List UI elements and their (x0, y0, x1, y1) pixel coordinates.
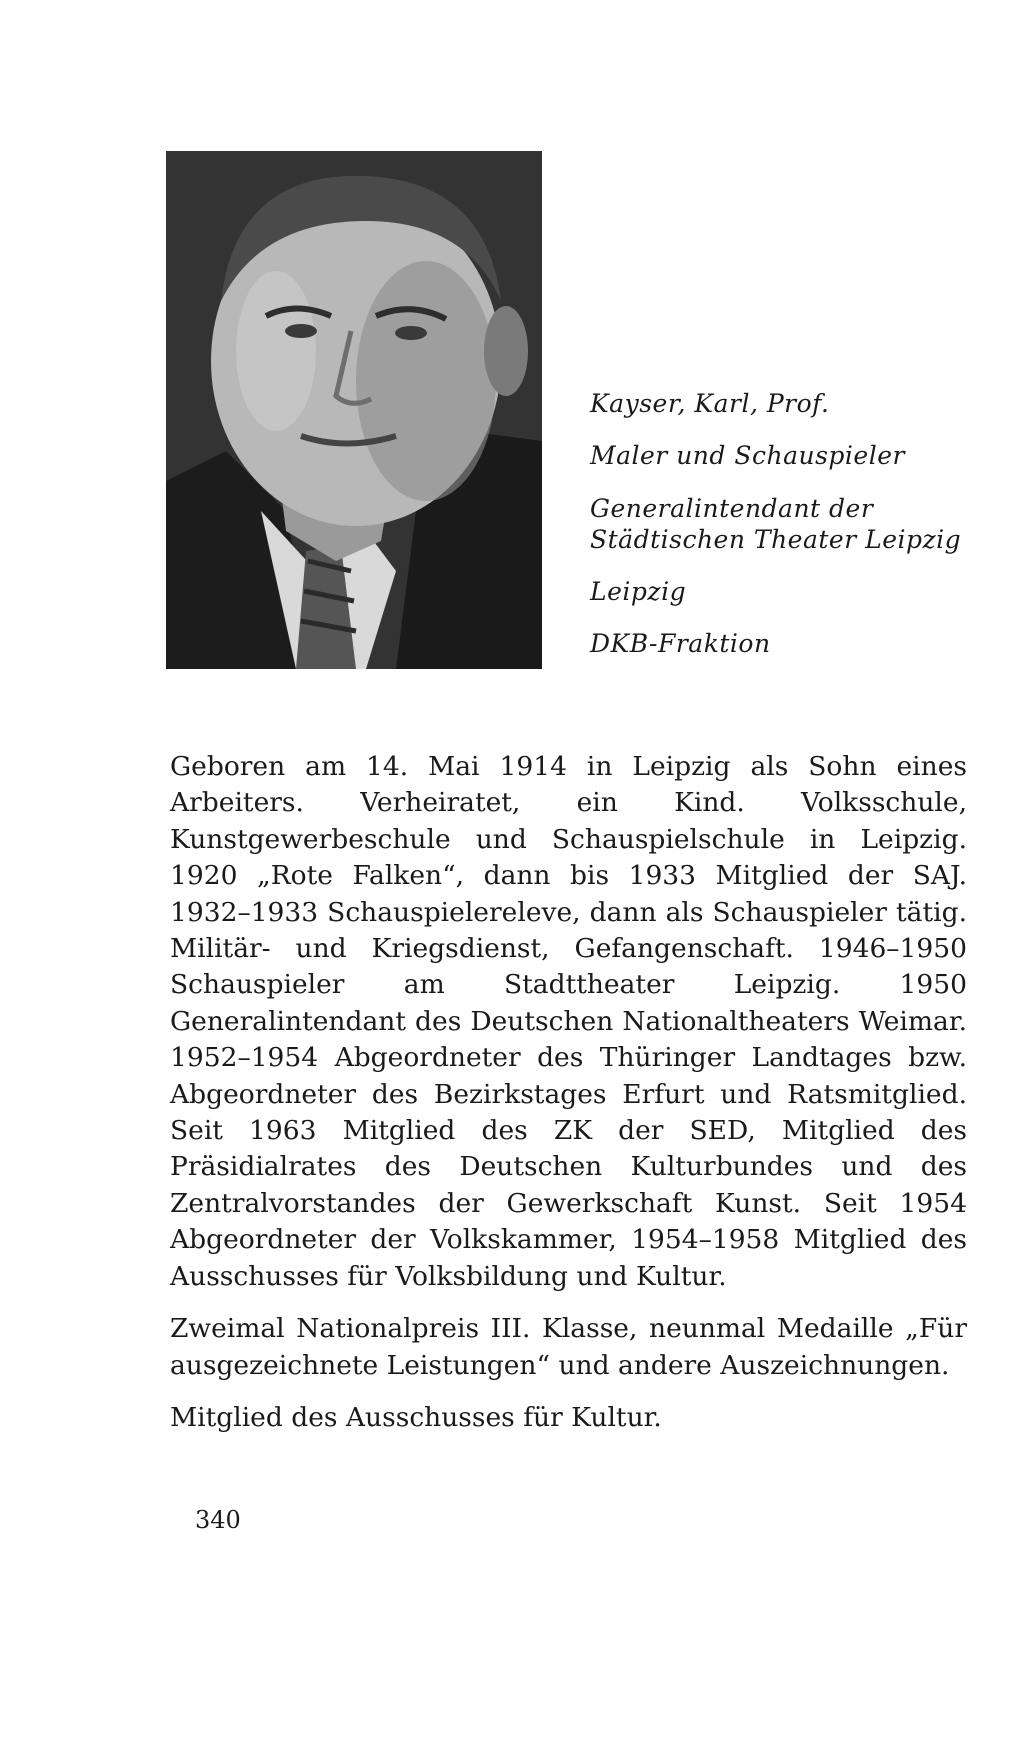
biography-paragraph-2: Zweimal Nationalpreis III. Klasse, neunmal Medaille „Für ausgezeichnete Leistungen“ und andere Auszeichnungen. (170, 1313, 967, 1381)
person-profession: Maler und Schauspieler (590, 441, 905, 471)
page-number: 340 (195, 1506, 241, 1534)
person-name: Kayser, Karl, Prof. (590, 389, 830, 418)
person-position-line1: Generalintendant der (590, 493, 874, 523)
portrait-photo (166, 151, 542, 669)
biography-paragraph-1: Geboren am 14. Mai 1914 in Leipzig als Sohn eines Arbeiters. Verheiratet, ein Kind. Volksschule, Kunstgewerbeschule und Schauspielschule in Leipzig. 1920 „Rote Falken“, dann bis 1933 Mitglied der SAJ. 1932–1933 Schauspielereleve, dann als Schauspieler tätig. Militär- und Kriegsdienst, Gefangenschaft. 1946–1950 Schauspieler am Stadttheater Leipzig. 1950 Generalintendant des Deutschen Nationaltheaters Weimar. 1952–1954 Abgeordneter des Thüringer Landtages bzw. Abgeordneter des Bezirkstages Erfurt und Ratsmitglied. Seit 1963 Mitglied des ZK der SED, Mitglied des Präsidialrates des Deutschen Kulturbundes und des Zentralvorstandes der Gewerkschaft Kunst. Seit 1954 Abgeordneter der Volkskammer, 1954–1958 Mitglied des Ausschusses für Volksbildung und Kultur. (170, 751, 967, 1292)
profile-header (590, 388, 1010, 681)
person-faction: DKB-Fraktion (590, 629, 771, 659)
biography-paragraph-3: Mitglied des Ausschusses für Kultur. (170, 1401, 662, 1433)
person-city: Leipzig (590, 577, 687, 606)
person-position-line2: Städtischen Theater Leipzig (590, 524, 962, 554)
biography (170, 749, 967, 1436)
